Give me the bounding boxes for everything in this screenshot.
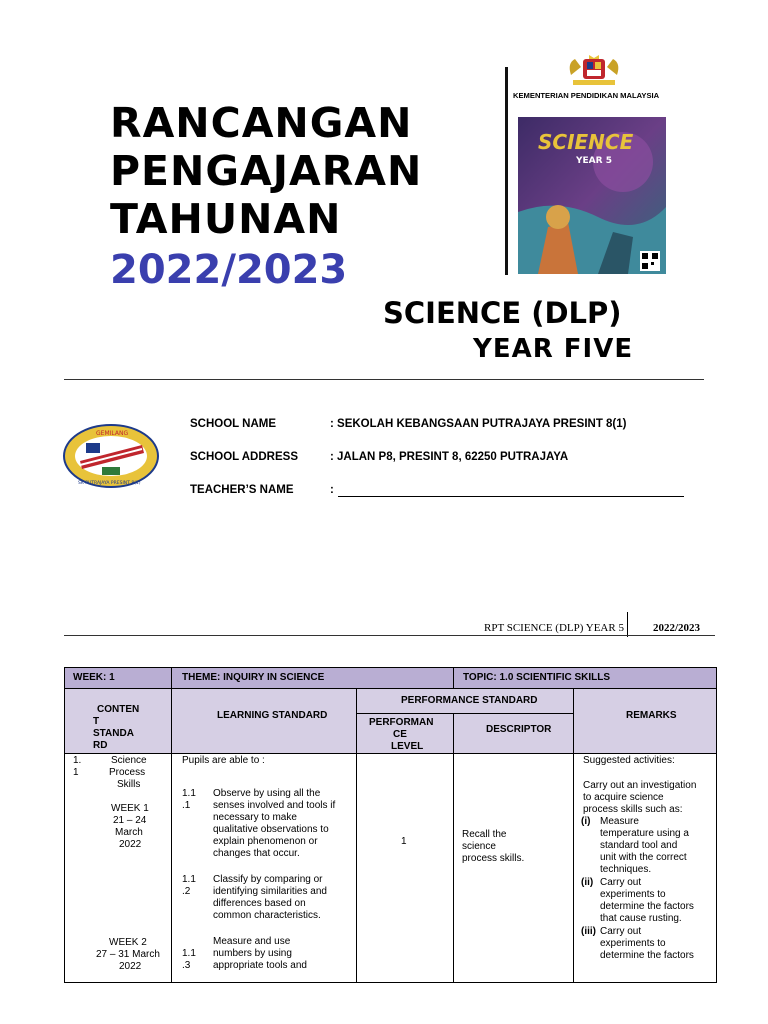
content-num-1: 1. [73, 755, 82, 766]
descriptor-line-1: Recall the [462, 829, 507, 840]
learning-header: LEARNING STANDARD [217, 710, 328, 721]
week2-dates: 27 – 31 March [96, 949, 160, 960]
school-name-label: SCHOOL NAME [190, 418, 277, 430]
teacher-name-value: : [330, 484, 334, 496]
school-logo-icon [62, 423, 160, 489]
remarks-intro-2: to acquire science [583, 792, 664, 803]
content-header-2: T [93, 716, 100, 727]
topic-cell [453, 667, 717, 689]
remarks-intro-1: Carry out an investigation [583, 780, 697, 791]
remarks-item-1-line-2: temperature using a [600, 828, 689, 839]
remarks-item-1-line-1: Measure [600, 816, 639, 827]
performance-header: PERFORMANCE STANDARD [401, 695, 538, 706]
performance-standard-header [356, 688, 574, 714]
week1-dates: 21 – 24 [113, 815, 147, 826]
book-subtitle: YEAR 5 [576, 156, 612, 166]
remarks-item-2-line-2: experiments to [600, 889, 666, 900]
remarks-item-1-line-4: unit with the correct [600, 852, 687, 863]
malaysia-crest-icon [563, 53, 625, 87]
performance-level-header [356, 713, 454, 754]
learning-item-2-line-2: identifying similarities and [213, 886, 327, 897]
learning-standard-header [171, 688, 357, 754]
remarks-item-1-line-5: techniques. [600, 864, 652, 875]
remarks-item-3-line-2: experiments to [600, 938, 666, 949]
cover-rule [64, 379, 704, 380]
remarks-item-2-line-3: determine the factors [600, 901, 694, 912]
remarks-item-1-mark: (i) [581, 816, 591, 827]
level-title: YEAR FIVE [473, 334, 634, 364]
learning-item-1-line-2: senses involved and tools if [213, 800, 336, 811]
school-logo-top: GEMILANG [96, 430, 129, 437]
book-title: SCIENCE [538, 130, 634, 154]
topic-label: TOPIC: 1.0 SCIENTIFIC SKILLS [463, 672, 611, 683]
school-address-label: SCHOOL ADDRESS [190, 451, 298, 463]
page-header-rule [64, 635, 715, 636]
learning-item-3-line-1: Measure and use [213, 936, 291, 947]
descriptor-cell [453, 753, 574, 983]
school-address-value: : JALAN P8, PRESINT 8, 62250 PUTRAJAYA [330, 451, 569, 463]
learning-item-1-num-2: .1 [182, 800, 191, 811]
content-line-2: Process [109, 767, 146, 778]
content-num-2: 1 [73, 767, 79, 778]
teacher-name-blank [338, 496, 684, 497]
content-standard-header [64, 688, 172, 754]
learning-item-3-line-3: appropriate tools and [213, 960, 307, 971]
theme-cell [171, 667, 454, 689]
subject-title: SCIENCE (DLP) [383, 296, 622, 330]
week1-month: March [115, 827, 143, 838]
descriptor-label: DESCRIPTOR [486, 724, 552, 735]
page-header-left: RPT SCIENCE (DLP) YEAR 5 [484, 622, 624, 634]
content-header-3: STANDA [93, 728, 134, 739]
learning-item-2-line-1: Classify by comparing or [213, 874, 323, 885]
learning-item-1-line-4: qualitative observations to [213, 824, 329, 835]
learning-item-1-num-1: 1.1 [182, 788, 196, 799]
learning-item-1-line-1: Observe by using all the [213, 788, 321, 799]
week2-year: 2022 [119, 961, 142, 972]
week1-label: WEEK 1 [111, 803, 149, 814]
remarks-item-3-line-1: Carry out [600, 926, 642, 937]
performance-level-cell [356, 753, 454, 983]
remarks-item-3-line-3: determine the factors [600, 950, 694, 961]
learning-item-3-line-2: numbers by using [213, 948, 292, 959]
remarks-item-2-mark: (ii) [581, 877, 594, 888]
textbook-cover-image [518, 117, 666, 274]
content-header-4: RD [93, 740, 108, 751]
week-label: WEEK: 1 [73, 672, 115, 683]
cover-title-line-3: TAHUNAN [110, 195, 342, 243]
content-standard-cell [64, 753, 172, 983]
school-logo-bottom: SK PUTRAJAYA PRESINT 8(1) [78, 481, 141, 486]
learning-item-1-line-6: changes that occur. [213, 848, 300, 859]
page-header-right: 2022/2023 [653, 622, 701, 634]
learning-item-2-line-4: common characteristics. [213, 910, 321, 921]
remarks-item-3-mark: (iii) [581, 926, 596, 937]
content-line-3: Skills [117, 779, 141, 790]
theme-label: THEME: INQUIRY IN SCIENCE [182, 672, 325, 683]
week-cell [64, 667, 172, 689]
teacher-name-label: TEACHER’S NAME [190, 484, 294, 496]
page-header-separator [627, 612, 628, 637]
learning-item-2-num-1: 1.1 [182, 874, 196, 885]
remarks-intro-3: process skills such as: [583, 804, 683, 815]
learning-standard-cell [171, 753, 357, 983]
descriptor-header [453, 713, 574, 754]
performance-level-value: 1 [401, 836, 407, 847]
remarks-item-2-line-4: that cause rusting. [600, 913, 682, 924]
remarks-cell [573, 753, 717, 983]
learning-item-2-line-3: differences based on [213, 898, 306, 909]
ministry-label: KEMENTERIAN PENDIDIKAN MALAYSIA [513, 91, 660, 100]
cover-year: 2022/2023 [110, 247, 348, 293]
learning-item-3-num-2: .3 [182, 960, 191, 971]
remarks-item-1-line-3: standard tool and [600, 840, 678, 851]
perf-level-3: LEVEL [391, 741, 424, 752]
content-header-1: CONTEN [97, 704, 140, 715]
cover-divider [505, 67, 508, 275]
school-name-value: : SEKOLAH KEBANGSAAN PUTRAJAYA PRESINT 8(1) [330, 418, 627, 430]
descriptor-line-2: science [462, 841, 496, 852]
learning-item-3-num-1: 1.1 [182, 948, 196, 959]
descriptor-line-3: process skills. [462, 853, 525, 864]
week2-label: WEEK 2 [109, 937, 147, 948]
perf-level-2: CE [393, 729, 407, 740]
learning-item-1-line-3: necessary to make [213, 812, 297, 823]
remarks-head: Suggested activities: [583, 755, 675, 766]
cover-title-line-1: RANCANGAN [110, 99, 413, 147]
content-line-1: Science [111, 755, 147, 766]
perf-level-1: PERFORMAN [369, 717, 434, 728]
remarks-header [573, 688, 717, 754]
learning-intro: Pupils are able to : [182, 755, 265, 766]
learning-item-1-line-5: explain phenomenon or [213, 836, 318, 847]
remarks-label: REMARKS [626, 710, 677, 721]
week1-year: 2022 [119, 839, 142, 850]
learning-item-2-num-2: .2 [182, 886, 191, 897]
remarks-item-2-line-1: Carry out [600, 877, 642, 888]
cover-title-line-2: PENGAJARAN [110, 147, 423, 195]
